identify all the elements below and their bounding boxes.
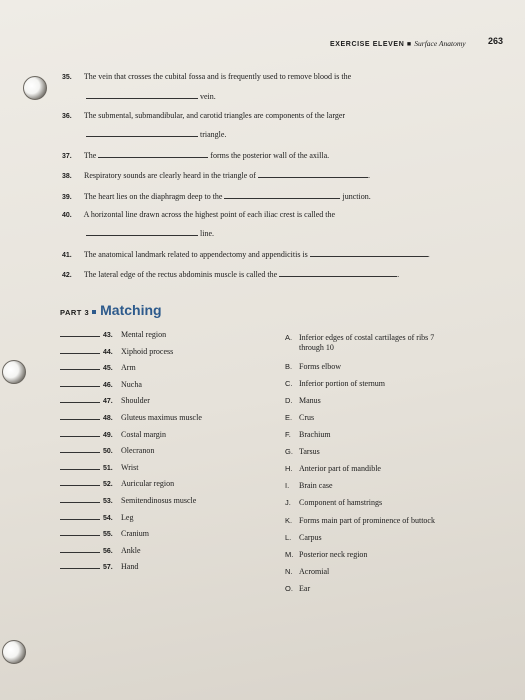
question-42 — [62, 268, 399, 281]
item-term: Semitendinosus muscle — [121, 496, 197, 505]
question-number: 40. — [62, 212, 72, 219]
answer-blank[interactable] — [224, 190, 340, 199]
item-number: 47. — [103, 398, 113, 406]
question-37 — [62, 149, 329, 162]
matching-option — [285, 413, 314, 423]
answer-blank[interactable] — [86, 128, 198, 137]
item-term: Wrist — [121, 462, 139, 472]
item-number: 48. — [103, 415, 113, 422]
option-text: Anterior part of mandible — [299, 464, 381, 473]
answer-blank[interactable] — [60, 529, 100, 536]
item-term: Nucha — [121, 379, 142, 389]
chapter-subtitle: Surface Anatomy — [414, 39, 466, 48]
matching-row — [60, 396, 150, 408]
answer-blank[interactable] — [60, 380, 100, 387]
period: . — [367, 171, 370, 180]
binder-hole — [2, 360, 26, 384]
question-number: 42. — [62, 272, 72, 279]
item-number: 44. — [103, 348, 113, 356]
matching-row — [60, 513, 133, 525]
matching-option — [285, 533, 322, 543]
question-number: 39. — [62, 194, 72, 201]
matching-option — [285, 481, 333, 491]
item-number: 45. — [103, 365, 113, 373]
option-letter: L. — [285, 533, 292, 542]
option-letter: O. — [285, 584, 293, 593]
matching-option — [285, 379, 385, 389]
question-40-cont — [86, 227, 214, 238]
item-term: Arm — [121, 363, 136, 373]
question-text: The heart lies on the diaphragm deep to the — [83, 192, 223, 201]
question-text: Respiratory sounds are clearly heard in the triangle of — [84, 171, 256, 180]
item-number: 52. — [103, 481, 113, 489]
question-text-cont: forms the posterior wall of the axilla. — [210, 151, 330, 160]
option-text: Component of hamstrings — [299, 498, 383, 507]
matching-row — [60, 347, 173, 359]
option-text: Brain case — [299, 481, 333, 490]
item-number: 54. — [103, 514, 113, 522]
item-number: 49. — [103, 431, 113, 439]
item-number: 56. — [103, 547, 113, 555]
option-text: Acromial — [299, 567, 330, 576]
option-letter: I. — [285, 481, 290, 490]
matching-row — [60, 463, 138, 475]
item-number: 53. — [103, 498, 113, 505]
option-letter: A. — [285, 333, 293, 342]
matching-row — [60, 380, 142, 392]
option-letter: H. — [285, 464, 293, 473]
answer-blank[interactable] — [86, 227, 198, 236]
matching-row — [60, 496, 196, 508]
item-term: Gluteus maximus muscle — [121, 413, 202, 422]
answer-blank[interactable] — [60, 363, 100, 370]
question-number: 36. — [62, 113, 72, 120]
answer-blank[interactable] — [60, 330, 100, 337]
question-text: The vein that crosses the cubital fossa and is frequently used to remove blood is the — [83, 72, 352, 81]
question-text-cont: triangle. — [200, 130, 227, 139]
question-text-cont: junction. — [342, 192, 371, 201]
option-text: Manus — [299, 396, 321, 405]
option-letter: G. — [285, 447, 293, 456]
question-41 — [62, 248, 430, 261]
answer-blank[interactable] — [60, 496, 100, 503]
matching-row — [60, 413, 202, 425]
item-number: 43. — [103, 332, 113, 339]
question-39 — [62, 190, 371, 203]
answer-blank[interactable] — [86, 90, 198, 99]
option-letter: E. — [285, 413, 293, 422]
item-number: 51. — [103, 464, 113, 472]
matching-row — [60, 546, 141, 558]
answer-blank[interactable] — [258, 169, 368, 178]
answer-blank[interactable] — [60, 347, 100, 354]
option-letter: B. — [285, 362, 293, 371]
item-number: 46. — [103, 381, 113, 389]
option-text: Forms main part of prominence of buttock — [299, 516, 435, 525]
question-38 — [62, 169, 370, 182]
question-text: The — [83, 151, 97, 160]
answer-blank[interactable] — [60, 546, 100, 553]
answer-blank[interactable] — [98, 149, 208, 158]
matching-option — [285, 333, 434, 353]
matching-row — [60, 330, 166, 342]
matching-row — [60, 479, 174, 491]
item-term: Xiphoid process — [121, 346, 174, 356]
question-36 — [62, 111, 345, 122]
question-number: 35. — [62, 74, 72, 81]
answer-blank[interactable] — [60, 413, 100, 420]
item-term: Olecranon — [121, 446, 155, 456]
option-letter: C. — [285, 379, 293, 388]
answer-blank[interactable] — [60, 446, 100, 453]
option-text-cont: through 10 — [299, 343, 334, 352]
question-35-cont — [86, 90, 216, 101]
matching-option — [285, 550, 367, 560]
option-letter: N. — [285, 567, 293, 576]
question-text-cont: vein. — [200, 92, 216, 101]
question-35 — [62, 72, 351, 83]
item-number: 50. — [103, 448, 113, 456]
item-term: Auricular region — [121, 479, 175, 489]
option-letter: F. — [285, 430, 291, 439]
item-term: Costal margin — [121, 429, 166, 439]
matching-option — [285, 396, 321, 406]
option-letter: J. — [285, 498, 291, 507]
option-text: Inferior edges of costal cartilages of ribs 7 — [299, 333, 435, 342]
answer-blank[interactable] — [60, 396, 100, 403]
question-text-cont: line. — [200, 229, 214, 238]
option-text: Crus — [299, 413, 315, 422]
matching-option — [285, 430, 331, 440]
answer-blank[interactable] — [60, 562, 100, 569]
question-text: The submental, submandibular, and carotid triangles are components of the larger — [83, 111, 346, 120]
matching-row — [60, 430, 166, 442]
matching-option — [285, 464, 381, 474]
part-bullet — [92, 310, 96, 314]
header-bullet: ■ — [406, 41, 412, 48]
question-36-cont — [86, 128, 226, 139]
matching-option — [285, 567, 329, 577]
item-term: Leg — [121, 512, 134, 522]
binder-hole — [23, 76, 47, 100]
question-number: 37. — [62, 153, 72, 160]
exercise-label: EXERCISE ELEVEN — [330, 41, 405, 48]
item-term: Mental region — [121, 330, 167, 339]
item-number: 55. — [103, 531, 113, 539]
running-header — [330, 39, 466, 48]
option-text: Forms elbow — [299, 362, 341, 371]
option-letter: K. — [285, 516, 293, 525]
matching-option — [285, 447, 320, 457]
question-number: 41. — [62, 252, 72, 259]
question-text: The anatomical landmark related to appendectomy and appendicitis is — [83, 250, 308, 259]
part3-heading — [60, 302, 162, 320]
question-40 — [62, 210, 335, 221]
item-term: Ankle — [121, 545, 141, 555]
matching-row — [60, 363, 136, 375]
answer-blank[interactable] — [60, 513, 100, 520]
matching-option — [285, 498, 382, 508]
option-text: Tarsus — [299, 447, 320, 456]
question-text: The lateral edge of the rectus abdominis muscle is called the — [83, 270, 278, 279]
section-title: Matching — [100, 302, 162, 318]
option-letter: D. — [285, 396, 293, 405]
answer-blank[interactable] — [279, 268, 400, 279]
item-term: Hand — [121, 562, 139, 572]
option-text: Inferior portion of sternum — [299, 379, 385, 388]
option-text: Brachium — [299, 430, 331, 439]
item-term: Cranium — [121, 529, 149, 539]
period: . — [427, 250, 430, 259]
part-label: PART 3 — [60, 308, 90, 317]
question-text: A horizontal line drawn across the highest point of each iliac crest is called the — [83, 210, 336, 219]
option-text: Posterior neck region — [299, 550, 368, 559]
matching-option — [285, 584, 310, 594]
matching-row — [60, 529, 149, 541]
matching-row — [60, 562, 138, 574]
answer-blank[interactable] — [310, 248, 428, 257]
item-term: Shoulder — [121, 396, 150, 406]
period: . — [397, 270, 400, 279]
option-text: Ear — [299, 584, 311, 593]
matching-option — [285, 516, 435, 526]
answer-blank[interactable] — [60, 463, 100, 470]
option-letter: M. — [285, 550, 294, 559]
answer-blank[interactable] — [60, 430, 100, 437]
question-number: 38. — [62, 173, 72, 180]
page-number: 263 — [488, 36, 504, 46]
item-number: 57. — [103, 564, 113, 572]
matching-option — [285, 362, 341, 372]
matching-row — [60, 446, 154, 458]
binder-hole — [2, 640, 26, 664]
option-text: Carpus — [299, 533, 322, 542]
answer-blank[interactable] — [60, 479, 100, 486]
